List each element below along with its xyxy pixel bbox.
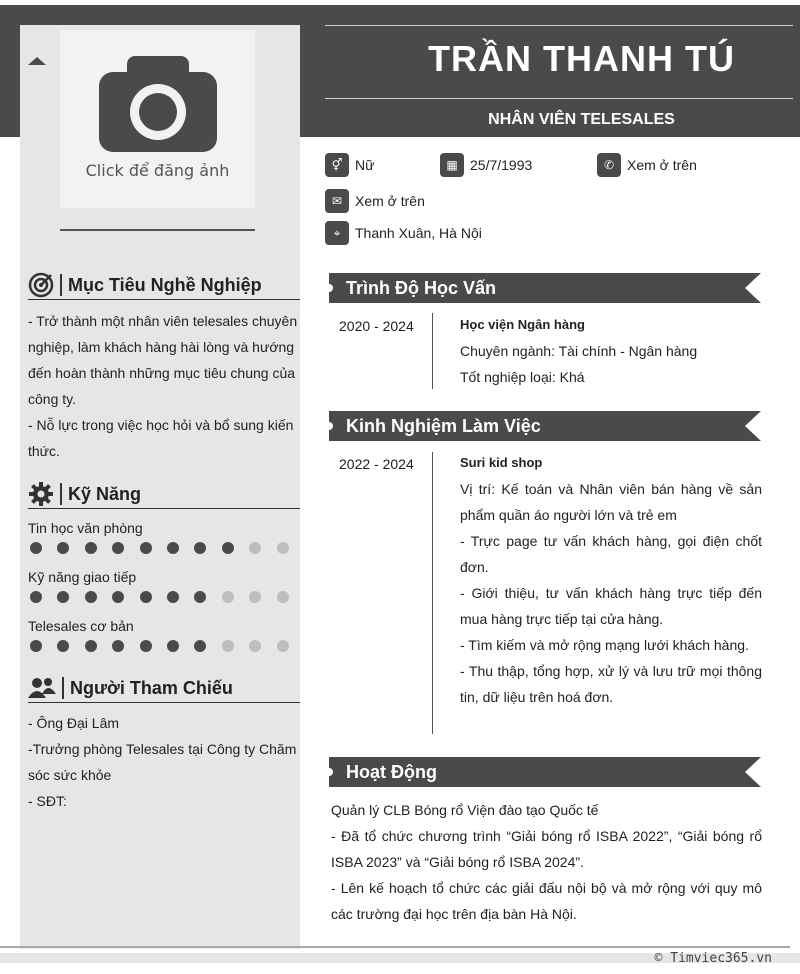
address-info bbox=[325, 221, 482, 245]
rating-dot-filled bbox=[57, 640, 69, 652]
rating-dot-filled bbox=[167, 640, 179, 652]
activities-heading bbox=[329, 757, 761, 787]
rating-dot-filled bbox=[30, 640, 42, 652]
mail-icon: ✉ bbox=[325, 189, 349, 213]
experience-entry bbox=[460, 450, 762, 710]
rating-dot-filled bbox=[140, 542, 152, 554]
objective-text bbox=[28, 308, 298, 464]
rating-dot-filled bbox=[194, 591, 206, 603]
gender-info bbox=[325, 153, 374, 177]
birthday-info bbox=[440, 153, 532, 177]
rating-dot-filled bbox=[112, 542, 124, 554]
photo-caption: Click để đăng ảnh bbox=[85, 161, 230, 180]
experience-line: - Trực page tư vấn khách hàng, gọi điện chốt đơn. bbox=[460, 533, 762, 575]
rating-dot-filled bbox=[57, 591, 69, 603]
references-text bbox=[28, 710, 298, 814]
email-text: Xem ở trên bbox=[355, 193, 425, 209]
birthday-text: 25/7/1993 bbox=[470, 157, 533, 173]
rating-dot-filled bbox=[222, 542, 234, 554]
rating-dot-filled bbox=[85, 542, 97, 554]
calendar-icon: ▦ bbox=[440, 153, 464, 177]
activity-line: Quản lý CLB Bóng rổ Viện đào tạo Quốc tế bbox=[331, 802, 599, 818]
skill-rating bbox=[30, 542, 298, 554]
rating-dot-empty bbox=[249, 542, 261, 554]
rating-dot-filled bbox=[112, 640, 124, 652]
skill-row bbox=[28, 618, 298, 652]
experience-line: Vị trí: Kế toán và Nhân viên bán hàng về sản phẩm quần áo người lớn và trẻ em bbox=[460, 481, 762, 523]
references-heading bbox=[28, 674, 300, 703]
activity-line: - Lên kế hoạch tổ chức các giải đấu nội bộ và mở rộng với quy mô các trường đại học trên địa bàn Hà Nội. bbox=[331, 880, 762, 922]
education-heading bbox=[329, 273, 761, 303]
education-divider bbox=[432, 313, 433, 389]
objective-line: - Trở thành một nhân viên telesales chuyên nghiệp, làm khách hàng hài lòng và hướng đến hoàn thành những mục tiêu chung của công ty. bbox=[28, 313, 298, 407]
email-info bbox=[325, 189, 425, 213]
rating-dot-filled bbox=[194, 542, 206, 554]
copyright: © Timviec365.vn bbox=[654, 951, 772, 966]
activities-text bbox=[331, 797, 762, 927]
experience-period: 2022 - 2024 bbox=[339, 456, 414, 472]
reference-line: - SĐT: bbox=[28, 793, 67, 809]
education-line: Tốt nghiệp loại: Khá bbox=[460, 369, 585, 385]
skills-heading bbox=[28, 480, 300, 509]
address-text: Thanh Xuân, Hà Nội bbox=[355, 225, 482, 241]
skill-row bbox=[28, 569, 298, 603]
rating-dot-empty bbox=[222, 640, 234, 652]
gear-icon bbox=[28, 481, 54, 507]
photo-divider bbox=[60, 229, 255, 231]
phone-icon: ✆ bbox=[597, 153, 621, 177]
education-line: Chuyên ngành: Tài chính - Ngân hàng bbox=[460, 343, 698, 359]
education-period: 2020 - 2024 bbox=[339, 318, 414, 334]
experience-heading bbox=[329, 411, 761, 441]
skills-title: Kỹ Năng bbox=[68, 483, 142, 504]
rating-dot-filled bbox=[57, 542, 69, 554]
rating-dot-filled bbox=[30, 591, 42, 603]
experience-divider bbox=[432, 452, 433, 734]
activity-line: - Đã tổ chức chương trình “Giải bóng rổ ISBA 2022”, “Giải bóng rổ ISBA 2023” và “Giải bóng rổ ISBA 2024”. bbox=[331, 828, 762, 870]
location-icon: ⌖ bbox=[325, 221, 349, 245]
references-title: Người Tham Chiếu bbox=[70, 677, 233, 698]
skill-name: Telesales cơ bản bbox=[28, 618, 134, 634]
camera-icon bbox=[99, 56, 217, 152]
rating-dot-filled bbox=[85, 640, 97, 652]
job-title: NHÂN VIÊN TELESALES bbox=[488, 111, 675, 128]
gender-icon: ⚥ bbox=[325, 153, 349, 177]
skill-rating bbox=[30, 591, 298, 603]
rating-dot-empty bbox=[222, 591, 234, 603]
target-icon bbox=[28, 272, 54, 298]
candidate-name: TRẦN THANH TÚ bbox=[428, 38, 735, 79]
photo-upload[interactable] bbox=[60, 30, 255, 208]
reference-line: - Ông Đại Lâm bbox=[28, 715, 120, 731]
rating-dot-empty bbox=[277, 640, 289, 652]
name-block bbox=[325, 25, 793, 137]
rating-dot-empty bbox=[249, 591, 261, 603]
education-title: Trình Độ Học Vấn bbox=[346, 277, 497, 298]
bookmark-ribbon bbox=[28, 25, 46, 65]
rating-dot-filled bbox=[167, 542, 179, 554]
rating-dot-filled bbox=[140, 591, 152, 603]
reference-line: -Trưởng phòng Telesales tại Công ty Chăm sóc sức khỏe bbox=[28, 741, 297, 783]
skill-rating bbox=[30, 640, 298, 652]
skill-row bbox=[28, 520, 298, 554]
rating-dot-filled bbox=[194, 640, 206, 652]
rating-dot-filled bbox=[85, 591, 97, 603]
experience-line: - Thu thập, tổng hợp, xử lý và lưu trữ mọi thông tin, dữ liệu trên hoá đơn. bbox=[460, 663, 762, 705]
school-name: Học viện Ngân hàng bbox=[460, 317, 585, 332]
people-icon bbox=[28, 676, 56, 700]
objective-line: - Nỗ lực trong việc học hỏi và bổ sung kiến thức. bbox=[28, 417, 294, 459]
rating-dot-empty bbox=[277, 542, 289, 554]
skill-name: Tin học văn phòng bbox=[28, 520, 143, 536]
footer-divider bbox=[0, 946, 790, 948]
experience-line: - Tìm kiếm và mở rộng mạng lưới khách hàng. bbox=[460, 637, 749, 653]
skill-name: Kỹ năng giao tiếp bbox=[28, 569, 137, 585]
rating-dot-empty bbox=[277, 591, 289, 603]
phone-info bbox=[597, 153, 697, 177]
rating-dot-filled bbox=[30, 542, 42, 554]
objective-heading bbox=[28, 271, 300, 300]
rating-dot-filled bbox=[140, 640, 152, 652]
education-entry bbox=[460, 312, 762, 390]
rating-dot-filled bbox=[167, 591, 179, 603]
experience-line: - Giới thiệu, tư vấn khách hàng trực tiếp đến mua hàng trực tiếp tại cửa hàng. bbox=[460, 585, 762, 627]
gender-text: Nữ bbox=[355, 157, 375, 173]
company-name: Suri kid shop bbox=[460, 455, 543, 470]
activities-title: Hoạt Động bbox=[346, 761, 437, 782]
experience-title: Kinh Nghiệm Làm Việc bbox=[346, 415, 541, 436]
rating-dot-filled bbox=[112, 591, 124, 603]
objective-title: Mục Tiêu Nghề Nghiệp bbox=[68, 274, 262, 295]
rating-dot-empty bbox=[249, 640, 261, 652]
phone-text: Xem ở trên bbox=[627, 157, 697, 173]
